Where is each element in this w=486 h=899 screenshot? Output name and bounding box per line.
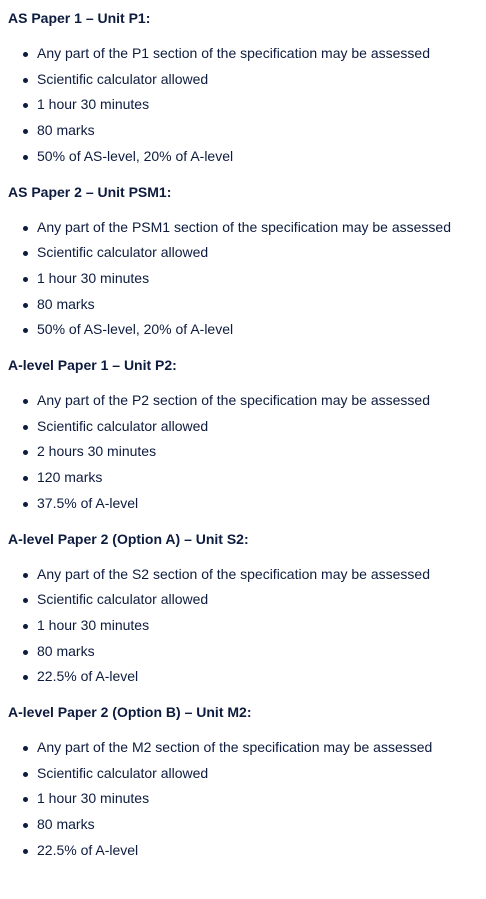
list-item-text: 50% of AS-level, 20% of A-level [37, 321, 234, 338]
bullet-icon [23, 650, 28, 655]
section-a-level-paper-2-option-b [8, 703, 486, 864]
list-item-text: 1 hour 30 minutes [37, 616, 150, 633]
list-item-text: 22.5% of A-level [37, 668, 139, 685]
list-item [8, 144, 486, 170]
list-item [8, 639, 486, 665]
list-item [8, 215, 486, 241]
bullet-icon [23, 303, 28, 308]
list-item-text: 80 marks [37, 642, 95, 659]
section-as-paper-1 [8, 9, 486, 170]
bullet-icon [23, 746, 28, 751]
bullet-icon [23, 624, 28, 629]
list-item [8, 118, 486, 144]
section-heading: A-level Paper 2 (Option B) – Unit M2: [8, 704, 252, 721]
list-item-text: Scientific calculator allowed [37, 417, 209, 434]
list-item [8, 266, 486, 292]
list-item [8, 41, 486, 67]
list-item [8, 838, 486, 864]
list-item [8, 292, 486, 318]
bullet-icon [23, 797, 28, 802]
list-item [8, 67, 486, 93]
section-a-level-paper-2-option-a [8, 530, 486, 691]
bullet-icon [23, 226, 28, 231]
bullet-icon [23, 78, 28, 83]
bullet-icon [23, 573, 28, 578]
bullet-icon [23, 450, 28, 455]
bullet-icon [23, 598, 28, 603]
list-item [8, 491, 486, 517]
list-item [8, 92, 486, 118]
list-item [8, 562, 486, 588]
list-item-text: Scientific calculator allowed [37, 244, 209, 261]
list-item-text: 80 marks [37, 122, 95, 139]
bullet-icon [23, 155, 28, 160]
list-item-text: 80 marks [37, 816, 95, 833]
list-item [8, 761, 486, 787]
list-item-text: Scientific calculator allowed [37, 591, 209, 608]
bullet-icon [23, 328, 28, 333]
list-item-text: Any part of the S2 section of the specification may be assessed [37, 565, 430, 582]
bullet-icon [23, 52, 28, 57]
section-heading: AS Paper 2 – Unit PSM1: [8, 183, 172, 200]
list-item-text: 22.5% of A-level [37, 841, 139, 858]
list-item-text: Scientific calculator allowed [37, 70, 209, 87]
list-item-text: 1 hour 30 minutes [37, 96, 150, 113]
list-item [8, 786, 486, 812]
list-item-text: Scientific calculator allowed [37, 764, 209, 781]
list-item-text: 120 marks [37, 469, 103, 486]
list-item-text: Any part of the PSM1 section of the specification may be assessed [37, 218, 451, 235]
list-item [8, 317, 486, 343]
list-item-text: 80 marks [37, 295, 95, 312]
section-list [8, 735, 486, 864]
list-item [8, 587, 486, 613]
bullet-icon [23, 277, 28, 282]
bullet-icon [23, 502, 28, 507]
list-item [8, 812, 486, 838]
list-item-text: 2 hours 30 minutes [37, 443, 157, 460]
section-list [8, 562, 486, 691]
bullet-icon [23, 251, 28, 256]
section-list [8, 41, 486, 170]
bullet-icon [23, 849, 28, 854]
bullet-icon [23, 772, 28, 777]
bullet-icon [23, 399, 28, 404]
bullet-icon [23, 425, 28, 430]
section-heading: AS Paper 1 – Unit P1: [8, 10, 151, 26]
list-item-text: Any part of the M2 section of the specification may be assessed [37, 739, 433, 756]
section-heading: A-level Paper 2 (Option A) – Unit S2: [8, 530, 249, 547]
bullet-icon [23, 476, 28, 481]
list-item-text: 50% of AS-level, 20% of A-level [37, 147, 234, 164]
list-item-text: Any part of the P1 section of the specification may be assessed [37, 45, 430, 61]
section-heading: A-level Paper 1 – Unit P2: [8, 357, 177, 374]
list-item-text: Any part of the P2 section of the specification may be assessed [37, 392, 430, 409]
list-item-text: 1 hour 30 minutes [37, 790, 150, 807]
list-item [8, 240, 486, 266]
bullet-icon [23, 129, 28, 134]
section-list [8, 388, 486, 517]
bullet-icon [23, 823, 28, 828]
list-item-text: 1 hour 30 minutes [37, 269, 150, 286]
section-list [8, 215, 486, 344]
bullet-icon [23, 103, 28, 108]
list-item [8, 388, 486, 414]
list-item-text: 37.5% of A-level [37, 494, 139, 511]
list-item [8, 439, 486, 465]
list-item [8, 735, 486, 761]
list-item [8, 414, 486, 440]
list-item [8, 613, 486, 639]
section-a-level-paper-1 [8, 356, 486, 517]
section-as-paper-2 [8, 183, 486, 344]
list-item [8, 465, 486, 491]
list-item [8, 664, 486, 690]
bullet-icon [23, 675, 28, 680]
